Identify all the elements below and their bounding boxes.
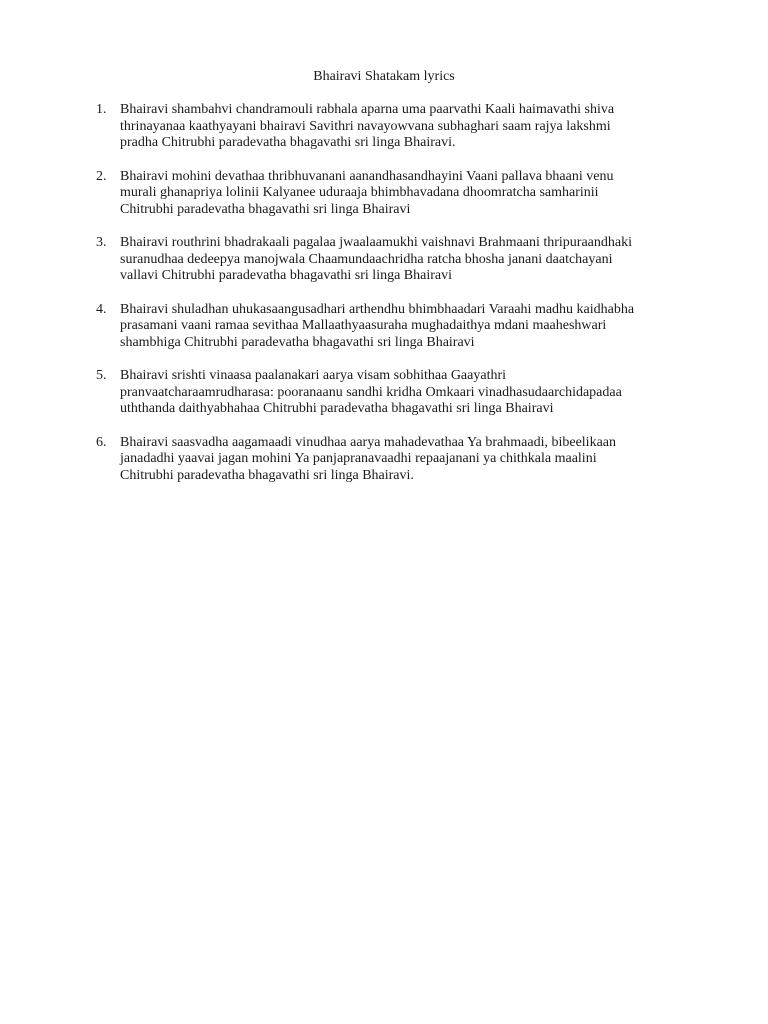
verse-line: shambhiga Chitrubhi paradevatha bhagavathi sri linga Bhairavi	[120, 334, 475, 350]
verse-number: 2.	[96, 168, 107, 184]
verse-text	[120, 169, 706, 219]
verse-line: Bhairavi shambahvi chandramouli rabhala aparna uma paarvathi Kaali haimavathi shiva	[120, 102, 615, 117]
verse-text	[120, 102, 706, 152]
verse-text	[120, 302, 706, 352]
verse-text	[120, 435, 706, 485]
verse-line: Chitrubhi paradevatha bhagavathi sri linga Bhairavi	[120, 201, 411, 217]
list-item	[96, 235, 706, 285]
verse-number: 5.	[96, 368, 107, 383]
verse-line: uththanda daithyabhahaa Chitrubhi paradevatha bhagavathi sri linga Bhairavi	[120, 401, 554, 416]
verse-line: thrinayanaa kaathyayani bhairavi Savithri navayowvana subhaghari saam rajya lakshmi	[120, 118, 611, 134]
list-item	[96, 368, 706, 418]
verse-line: Chitrubhi paradevatha bhagavathi sri linga Bhairavi.	[120, 467, 414, 483]
verse-line: prasamani vaani ramaa sevithaa Mallaathyaasuraha mughadaithya mdani maaheshwari	[120, 318, 607, 333]
list-item	[96, 302, 706, 352]
verse-line: vallavi Chitrubhi paradevatha bhagavathi sri linga Bhairavi	[120, 268, 453, 283]
verse-line: Bhairavi routhrini bhadrakaali pagalaa jwaalaamukhi vaishnavi Brahmaani thripuraandhaki	[120, 235, 632, 250]
verse-line: suranudhaa dedeepya manojwala Chaamundaachridha ratcha bhosha janani daatchayani	[120, 251, 613, 267]
verse-text	[120, 368, 706, 418]
verse-number: 4.	[96, 301, 107, 317]
verse-number: 3.	[96, 235, 107, 250]
verse-line: murali ghanapriya lolinii Kalyanee uduraaja bhimbhavadana dhoomratcha samharinii	[120, 185, 599, 200]
verse-line: Bhairavi mohini devathaa thribhuvanani aanandhasandhayini Vaani pallava bhaani venu	[120, 168, 614, 184]
verse-number: 1.	[96, 102, 107, 117]
document-title: Bhairavi Shatakam lyrics	[313, 69, 455, 84]
verse-text	[120, 235, 706, 285]
verse-line: janadadhi yaavai jagan mohini Ya panjapranavaadhi repaajanani ya chithkala maalini	[120, 451, 597, 466]
verse-line: pranvaatcharaamrudharasa: pooranaanu sandhi kridha Omkaari vinadhasudaarchidapadaa	[120, 384, 622, 400]
list-item	[96, 102, 706, 152]
verse-line: pradha Chitrubhi paradevatha bhagavathi sri linga Bhairavi.	[120, 135, 456, 150]
verse-list	[96, 102, 706, 501]
list-item	[96, 169, 706, 219]
verse-line: Bhairavi shuladhan uhukasaangusadhari arthendhu bhimbhaadari Varaahi madhu kaidhabha	[120, 301, 635, 317]
list-item	[96, 435, 706, 485]
verse-number: 6.	[96, 434, 107, 450]
verse-line: Bhairavi srishti vinaasa paalanakari aarya visam sobhithaa Gaayathri	[120, 368, 507, 383]
verse-line: Bhairavi saasvadha aagamaadi vinudhaa aarya mahadevathaa Ya brahmaadi, bibeelikaan	[120, 434, 617, 450]
